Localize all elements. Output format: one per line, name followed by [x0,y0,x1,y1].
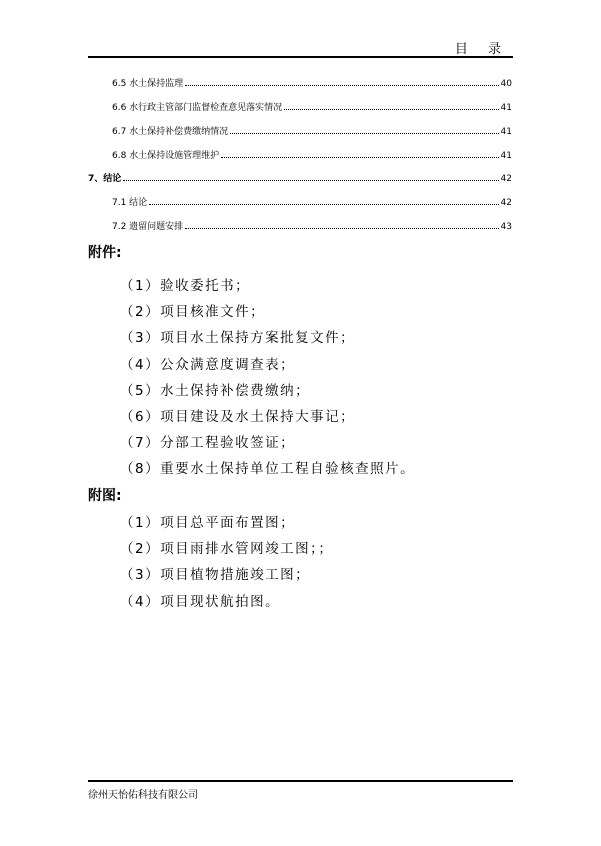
attachment-item: （4）公众满意度调查表； [120,357,296,373]
attachment-item: （6）项目建设及水土保持大事记； [120,409,356,425]
toc-entry[interactable] [88,99,512,113]
header-rule [88,56,513,58]
toc-leader [185,85,498,86]
footer-rule [88,780,513,782]
toc-entry-text: 7.2 遗留问题安排 [112,222,184,232]
figure-item: （3）项目植物措施竣工图； [120,567,311,583]
toc-leader [123,180,498,181]
toc-entry-text: 6.8 水土保持设施管理维护 [112,151,220,161]
figure-item: （4）项目现状航拍图。 [120,594,281,610]
toc-entry-text: 6.7 水土保持补偿费缴纳情况 [112,127,229,137]
toc-entry-page: 41 [500,127,512,137]
toc-leader [284,109,498,110]
figures-heading: 附图: [88,488,122,504]
figure-item: （1）项目总平面布置图； [120,515,296,531]
attachment-item: （2）项目核准文件； [120,304,266,320]
toc-entry-page: 41 [500,151,512,161]
attachments-heading: 附件: [88,245,122,261]
footer-company: 徐州天怡佑科技有限公司 [88,790,198,801]
toc-entry[interactable] [88,75,512,89]
toc-leader [185,228,498,229]
toc-entry-page: 40 [500,79,512,89]
attachment-item: （1）验收委托书； [120,278,251,294]
attachment-item: （5）水土保持补偿费缴纳； [120,383,311,399]
toc-entry-text: 6.5 水土保持监理 [112,79,184,89]
toc-leader [221,157,498,158]
toc-entry-page: 42 [500,174,512,184]
page-header-title: 目 录 [454,42,509,57]
toc-entry[interactable] [88,170,512,184]
toc-entry-text: 6.6 水行政主管部门监督检查意见落实情况 [112,103,283,113]
toc-entry-page: 42 [500,198,512,208]
toc-leader [149,204,498,205]
toc-entry-text: 7、结论 [88,174,122,184]
toc-entry[interactable] [88,147,512,161]
attachment-item: （3）项目水土保持方案批复文件； [120,330,356,346]
toc-entry-page: 43 [500,222,512,232]
toc-entry[interactable] [88,218,512,232]
toc-entry[interactable] [88,194,512,208]
toc-entry-text: 7.1 结论 [112,198,148,208]
figure-item: （2）项目雨排水管网竣工图；； [120,541,334,557]
toc-leader [230,133,498,134]
attachment-item: （7）分部工程验收签证； [120,435,296,451]
toc-entry-page: 41 [500,103,512,113]
toc-entry[interactable] [88,123,512,137]
attachment-item: （8）重要水土保持单位工程自验核查照片。 [120,461,416,477]
